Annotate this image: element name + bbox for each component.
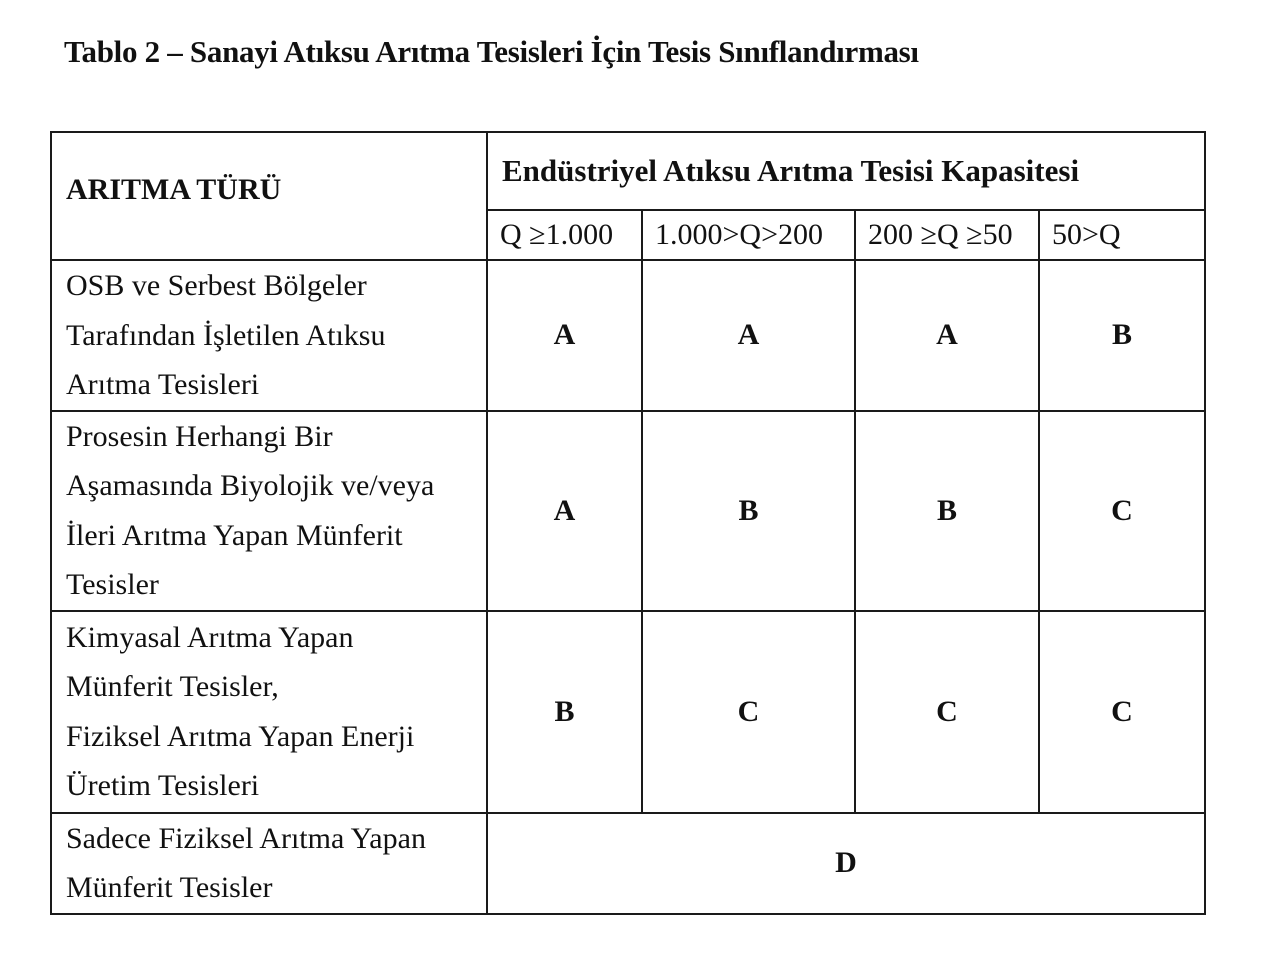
table-title: Tablo 2 – Sanayi Atıksu Arıtma Tesisleri İçin Tesis Sınıflandırması [64,34,919,69]
class-cell: B [855,411,1039,611]
row-label-line: Kimyasal Arıtma Yapan [66,620,354,654]
row-label-line: Münferit Tesisler, [66,670,279,703]
capacity-range-header: 50>Q [1039,210,1205,260]
class-cell: A [487,260,642,411]
class-cell: C [855,611,1039,813]
row-label [51,611,487,813]
capacity-range-header: Q ≥1.000 [487,210,642,260]
row-label-line: Fiziksel Arıtma Yapan Enerji [66,719,415,753]
class-cell: D [487,813,1205,914]
class-cell: C [1039,611,1205,813]
row-label-line: Münferit Tesisler [66,871,273,904]
row-label-line: İleri Arıtma Yapan Münferit [66,518,403,552]
class-cell: C [1039,411,1205,611]
table-row [51,611,1205,813]
row-label-line: Arıtma Tesisleri [66,368,260,401]
table-row [51,813,1205,914]
row-label-line: Üretim Tesisleri [66,769,260,802]
row-label-line: Tarafından İşletilen Atıksu [66,318,386,352]
class-cell: A [855,260,1039,411]
class-cell: B [642,411,855,611]
row-label-line: Tesisler [66,568,159,601]
table-row [51,260,1205,411]
row-label [51,411,487,611]
classification-table [50,131,1206,915]
table-row [51,411,1205,611]
row-label [51,813,487,914]
class-cell: B [487,611,642,813]
row-label-line: Sadece Fiziksel Arıtma Yapan [66,821,426,855]
capacity-group-header: Endüstriyel Atıksu Arıtma Tesisi Kapasitesi [487,132,1205,210]
class-cell: A [487,411,642,611]
row-label-line: OSB ve Serbest Bölgeler [66,269,367,302]
capacity-range-header: 1.000>Q>200 [642,210,855,260]
header-row [51,132,1205,210]
class-cell: C [642,611,855,813]
row-label-line: Aşamasında Biyolojik ve/veya [66,469,435,502]
class-cell: A [642,260,855,411]
capacity-range-header: 200 ≥Q ≥50 [855,210,1039,260]
class-cell: B [1039,260,1205,411]
row-label [51,260,487,411]
row-label-line: Prosesin Herhangi Bir [66,419,333,453]
treatment-type-header: ARITMA TÜRÜ [51,132,487,260]
